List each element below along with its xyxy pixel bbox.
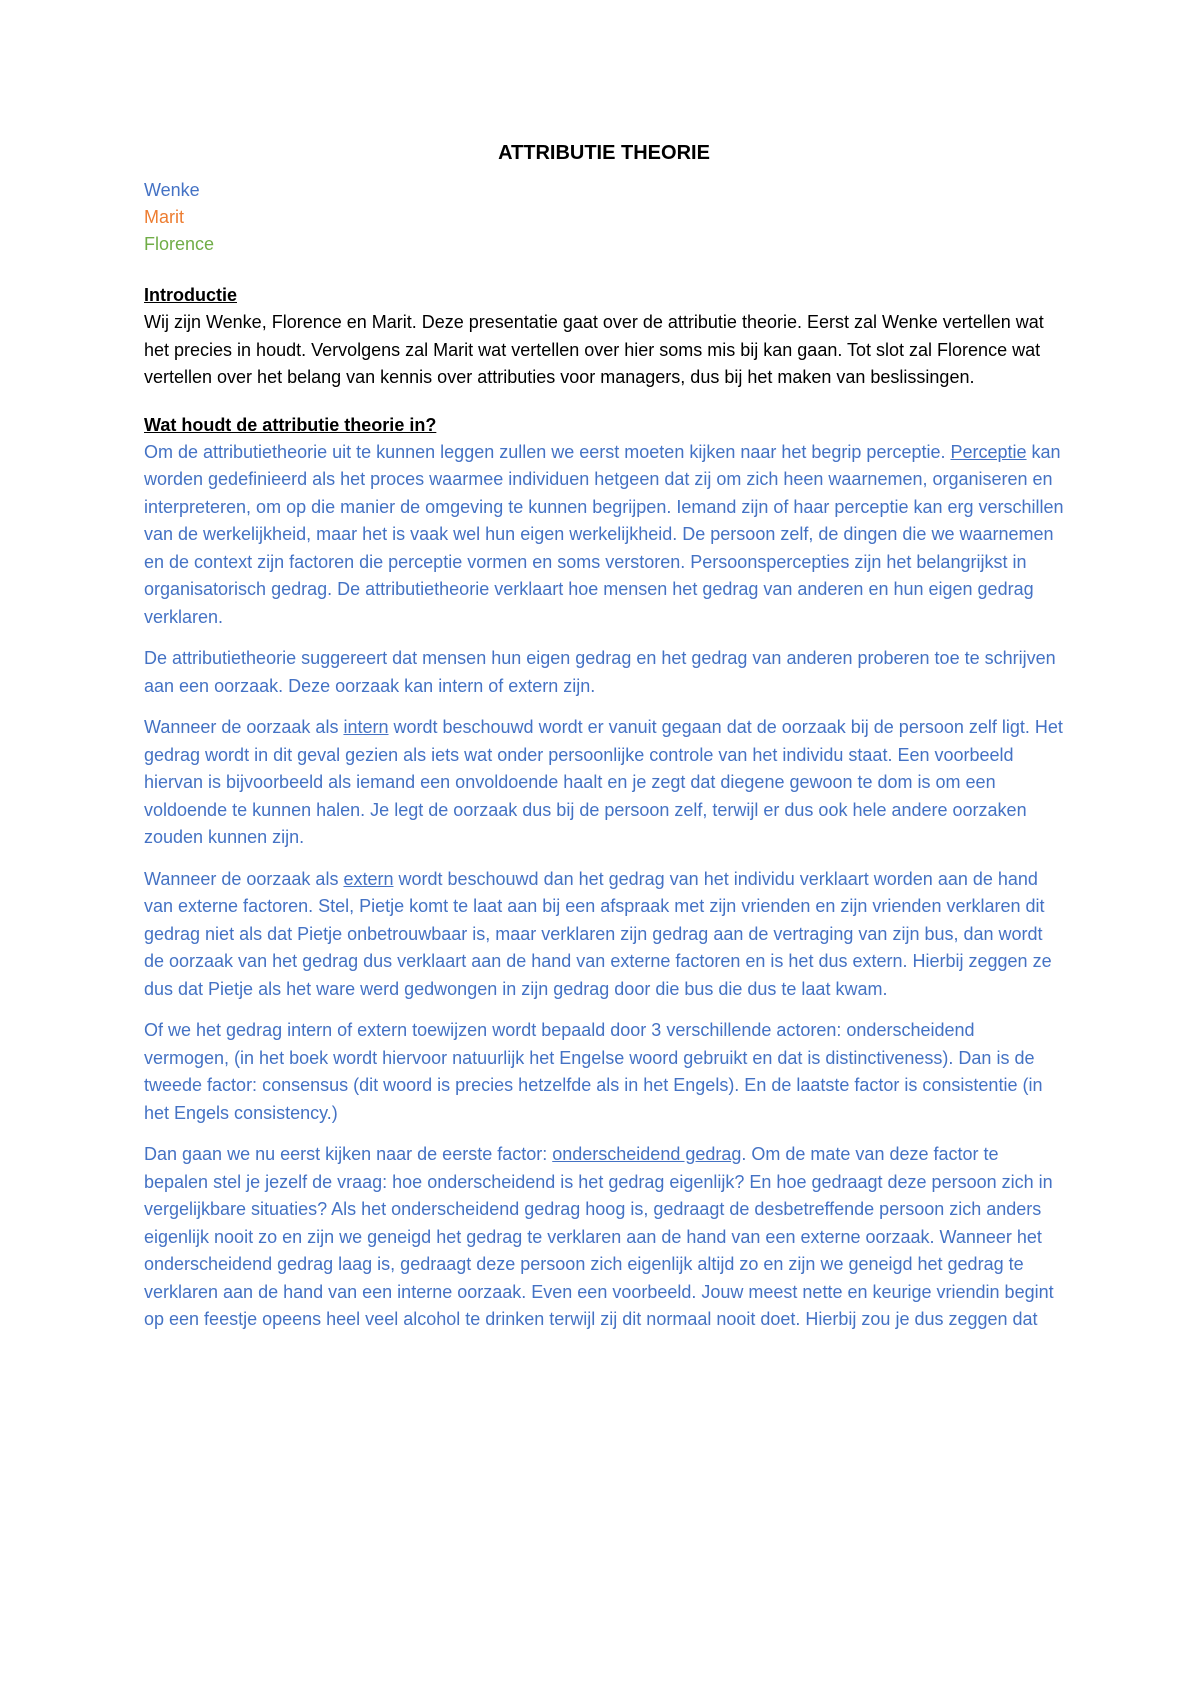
document-title: ATTRIBUTIE THEORIE: [498, 142, 710, 164]
term-extern: extern: [343, 868, 394, 889]
section-heading-theory: Wat houdt de attributie theorie in?: [144, 414, 437, 435]
paragraph-text: wordt beschouwd dan het gedrag van het individu verklaart worden aan de hand van externe factoren. Stel, Pietje komt te laat aan bij een afspraak met zijn vrienden en zijn vrienden verklaren dit gedrag niet als dat Pietje onbetrouwbaar is, maar verklaren zijn gedrag aan de vertraging van zijn bus, dan wordt de oorzaak van het gedrag dus verklaart aan de hand van externe factoren en is het dus extern. Hierbij zeggen ze dus dat Pietje als het ware werd gedwongen in zijn gedrag door die bus die dus te laat kwam.: [144, 868, 1052, 999]
author-list: [144, 177, 1064, 258]
paragraph-text: Wanneer de oorzaak als: [144, 717, 344, 737]
intro-section: [144, 282, 1064, 392]
paragraph-text: Om de attributietheorie uit te kunnen leggen zullen we eerst moeten kijken naar het begrip perceptie.: [144, 441, 951, 462]
author-name: Marit: [144, 207, 184, 227]
paragraph-perception: [144, 439, 1064, 632]
theory-section: [144, 412, 1064, 1334]
term-intern: intern: [343, 717, 389, 737]
paragraph-text: wordt beschouwd wordt er vanuit gegaan dat de oorzaak bij de persoon zelf ligt. Het gedrag wordt in dit geval gezien als iets wat onder persoonlijke controle van het individu staat. Een voorbeeld hiervan is bijvoorbeeld als iemand een onvoldoende haalt en je zegt dat diegene gewoon te dom is om een voldoende te kunnen halen. Je legt de oorzaak dus bij de persoon zelf, terwijl er dus ook hele andere oorzaken zouden kunnen zijn.: [144, 717, 1063, 847]
author-name: Florence: [144, 234, 215, 254]
paragraph-text: kan worden gedefinieerd als het proces waarmee individuen hetgeen dat zij om zich heen waarnemen, organiseren en interpreteren, om op die manier de omgeving te kunnen begrijpen. Iemand zijn of haar perceptie kan erg verschillen van de werkelijkheid, maar het is vaak wel hun eigen werkelijkheid. De persoon zelf, de dingen die we waarnemen en de context zijn factoren die perceptie vormen en soms verstoren. Persoonspercepties zijn het belangrijkst in organisatorisch gedrag. De attributietheorie verklaart hoe mensen het gedrag van anderen en hun eigen gedrag verklaren.: [144, 441, 1064, 627]
paragraph-text: . Om de mate van deze factor te bepalen stel je jezelf de vraag: hoe onderscheidend is het gedrag eigenlijk? En hoe gedraagt deze persoon zich in vergelijkbare situaties? Als het onderscheidend gedrag hoog is, gedraagt de desbetreffende persoon zich anders eigenlijk nooit zo en zijn we geneigd het gedrag te verklaren aan de hand van een externe oorzaak. Wanneer het onderscheidend gedrag laag is, gedraagt deze persoon zich eigenlijk altijd zo en zijn we geneigd het gedrag te verklaren aan de hand van een interne oorzaak. Even een voorbeeld. Jouw meest nette en keurige vriendin begint op een feestje opeens heel veel alcohol te drinken terwijl zij dit normaal nooit doet. Hierbij zou je dus zeggen dat: [144, 1144, 1054, 1329]
document-page: [144, 140, 1064, 1334]
intro-paragraph: Wij zijn Wenke, Florence en Marit. Deze presentatie gaat over de attributie theorie. Eerst zal Wenke vertellen wat het precies in houdt. Vervolgens zal Marit wat vertellen over hier soms mis bij kan gaan. Tot slot zal Florence wat vertellen over het belang van kennis over attributies voor managers, dus bij het maken van beslissingen.: [144, 312, 1044, 387]
paragraph-cause: De attributietheorie suggereert dat mensen hun eigen gedrag en het gedrag van anderen proberen toe te schrijven aan een oorzaak. Deze oorzaak kan intern of extern zijn.: [144, 648, 1056, 696]
term-onderscheidend-gedrag: onderscheidend gedrag: [552, 1144, 742, 1164]
paragraph-factors: Of we het gedrag intern of extern toewijzen wordt bepaald door 3 verschillende actoren: onderscheidend vermogen, (in het boek wordt hiervoor natuurlijk het Engelse woord gebruikt en dat is distinctiveness). Dan is de tweede factor: consensus (dit woord is precies hetzelfde als in het Engels). En de laatste factor is consistentie (in het Engels consistency.): [144, 1020, 1043, 1123]
paragraph-external: [144, 866, 1064, 1004]
paragraph-distinctiveness: [144, 1141, 1064, 1334]
paragraph-internal: [144, 714, 1064, 852]
term-perceptie: Perceptie: [950, 441, 1027, 462]
paragraph-text: Wanneer de oorzaak als: [144, 868, 344, 889]
author-name: Wenke: [144, 180, 200, 200]
section-heading-introductie: Introductie: [144, 285, 237, 305]
paragraph-text: Dan gaan we nu eerst kijken naar de eerste factor:: [144, 1144, 553, 1164]
